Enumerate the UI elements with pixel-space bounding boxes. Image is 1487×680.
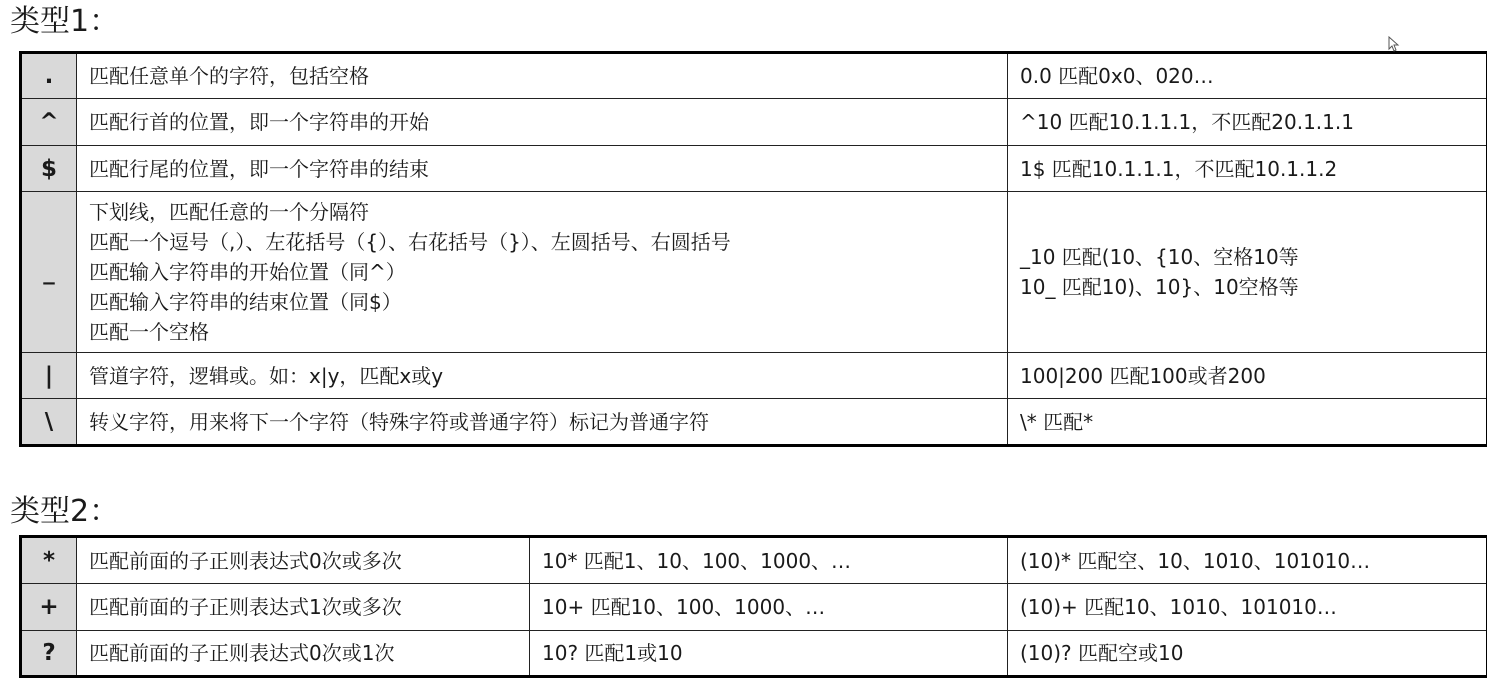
description-line: 下划线，匹配任意的一个分隔符 [89, 200, 369, 224]
type1-title: 类型1： [10, 4, 120, 39]
symbol-cell: . [21, 53, 77, 99]
table-row [21, 631, 1487, 677]
symbol-cell: ^ [21, 99, 77, 146]
description-cell: 匹配行首的位置，即一个字符串的开始 [77, 99, 1008, 146]
type1-table [19, 51, 1487, 447]
symbol-cell: $ [21, 146, 77, 192]
table-row [21, 99, 1487, 146]
table-row [21, 192, 1487, 353]
symbol-cell: \ [21, 399, 77, 446]
example-line: _10 匹配(10、{10、空格10等 [1020, 245, 1299, 269]
table-row [21, 584, 1487, 631]
example-cell: 10* 匹配1、10、100、1000、… [530, 537, 1008, 584]
example-cell: (10)? 匹配空或10 [1008, 631, 1487, 677]
symbol-cell: ? [21, 631, 77, 677]
symbol-cell: | [21, 353, 77, 399]
example-cell [1008, 192, 1487, 353]
description-cell: 转义字符，用来将下一个字符（特殊字符或普通字符）标记为普通字符 [77, 399, 1008, 446]
symbol-cell: * [21, 537, 77, 584]
example-cell: (10)* 匹配空、10、1010、101010… [1008, 537, 1487, 584]
description-line: 匹配一个空格 [89, 320, 209, 344]
description-cell: 管道字符，逻辑或。如：x|y，匹配x或y [77, 353, 1008, 399]
table-row [21, 537, 1487, 584]
table-row [21, 399, 1487, 446]
description-cell: 匹配行尾的位置，即一个字符串的结束 [77, 146, 1008, 192]
example-cell: \* 匹配* [1008, 399, 1487, 446]
table-row [21, 146, 1487, 192]
symbol-cell: _ [21, 192, 77, 353]
description-line: 匹配输入字符串的结束位置（同$） [89, 290, 402, 314]
example-line: 10_ 匹配10)、10}、10空格等 [1020, 275, 1299, 299]
description-cell: 匹配任意单个的字符，包括空格 [77, 53, 1008, 99]
example-cell: 100|200 匹配100或者200 [1008, 353, 1487, 399]
description-cell [77, 192, 1008, 353]
example-cell: 1$ 匹配10.1.1.1，不匹配10.1.1.2 [1008, 146, 1487, 192]
example-cell: 10? 匹配1或10 [530, 631, 1008, 677]
description-cell: 匹配前面的子正则表达式0次或多次 [77, 537, 530, 584]
symbol-cell: + [21, 584, 77, 631]
table-row [21, 53, 1487, 99]
description-line: 匹配输入字符串的开始位置（同^） [89, 260, 406, 284]
table-row [21, 353, 1487, 399]
example-cell: ^10 匹配10.1.1.1，不匹配20.1.1.1 [1008, 99, 1487, 146]
mouse-cursor-icon [1388, 36, 1400, 52]
example-cell: (10)+ 匹配10、1010、101010… [1008, 584, 1487, 631]
description-cell: 匹配前面的子正则表达式1次或多次 [77, 584, 530, 631]
description-line: 匹配一个逗号（,）、左花括号（{）、右花括号（}）、左圆括号、右圆括号 [89, 230, 731, 254]
type2-title: 类型2： [10, 494, 120, 529]
example-cell: 10+ 匹配10、100、1000、… [530, 584, 1008, 631]
description-cell: 匹配前面的子正则表达式0次或1次 [77, 631, 530, 677]
example-cell: 0.0 匹配0x0、020… [1008, 53, 1487, 99]
type2-table [19, 535, 1487, 678]
